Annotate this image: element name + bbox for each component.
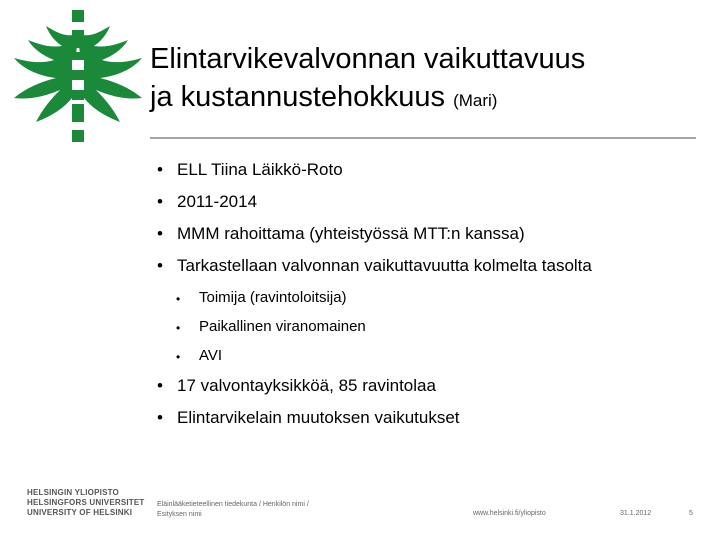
university-name-sv: HELSINGFORS UNIVERSITET (27, 498, 145, 507)
university-name-en: UNIVERSITY OF HELSINKI (27, 508, 133, 517)
slide-title (150, 40, 710, 120)
helsinki-university-flame-logo-icon (6, 4, 150, 152)
bullet-dot: • (176, 292, 181, 306)
bullet-text: Tarkastellaan valvonnan vaikuttavuutta kolmelta tasolta (177, 256, 592, 275)
bullet-text: 17 valvontayksikköä, 85 ravintolaa (177, 376, 436, 395)
footer-date: 31.1.2012 (620, 510, 652, 517)
bullet-dot: • (157, 408, 163, 427)
bullet-dot: • (157, 224, 163, 243)
title-suffix: (Mari) (453, 91, 498, 110)
bullet-text: 2011-2014 (177, 192, 258, 211)
bullet-dot: • (157, 192, 163, 211)
university-wordmark (27, 488, 145, 518)
title-line-2 (150, 78, 710, 120)
bullet-dot: • (157, 160, 163, 179)
title-line-1: Elintarvikevalvonnan vaikuttavuus (150, 43, 586, 75)
bullet-dot: • (157, 376, 163, 395)
bullet-dot: • (176, 321, 181, 335)
footer-url: www.helsinki.fi/yliopisto (473, 510, 546, 517)
page-number: 5 (689, 510, 693, 517)
bullet-text: MMM rahoittama (yhteistyössä MTT:n kanssa) (177, 224, 525, 243)
footer-faculty: Eläinlääketieteellinen tiedekunta / Henkilön nimi / (157, 501, 309, 508)
bullet-text: Elintarvikelain muutoksen vaikutukset (177, 408, 460, 427)
title-line-2-text: ja kustannustehokkuus (150, 81, 446, 113)
university-name-fi: HELSINGIN YLIOPISTO (27, 488, 119, 497)
bullet-dot: • (157, 256, 163, 275)
footer-presentation-name: Esityksen nimi (157, 511, 202, 518)
sub-bullet-text: Paikallinen viranomainen (199, 318, 366, 335)
sub-bullet-text: Toimija (ravintoloitsija) (199, 289, 347, 306)
bullet-dot: • (176, 350, 181, 364)
sub-bullet-text: AVI (199, 347, 223, 364)
title-divider (150, 137, 696, 139)
bullet-text: ELL Tiina Läikkö-Roto (177, 160, 343, 179)
footer-presentation-info (157, 500, 309, 520)
